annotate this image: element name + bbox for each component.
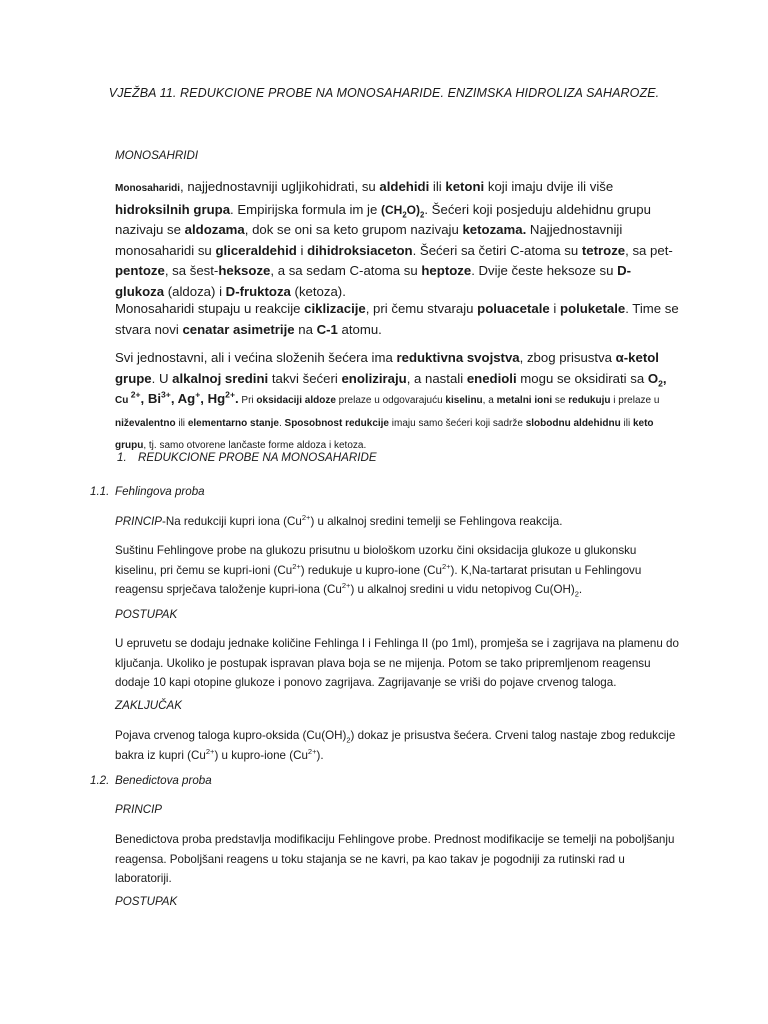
paragraph-reduktivna-svojstva: Svi jednostavni, ali i većina složenih šećera ima reduktivna svojstva, zbog prisustva α-ketol grupe. U alkalnoj sredini takvi šećeri enoliziraju, a nastali enedioli mogu se oksidirati sa $O_2$, Cu $^{2+}$, $Bi^{3+}$, Ag+, $Hg^{2+}$. Pri oksidaciji aldoze prelaze u odgovarajuću kiselinu, a metalni ioni se redukuju i prelaze u niževalentno ili elementarno stanje. Sposobnost redukcije imaju samo šećeri koji sadrže slobodnu aldehidnu ili keto grupu, tj. samo otvorene lančaste forme aldoza i ketoza. (115, 350, 667, 452)
paragraph-monosaharidi-definition: Monosaharidi, najjednostavniji ugljikohidrati, su aldehidi ili ketoni koji imaju dvije ili više hidroksilnih grupa. Empirijska formula im je $(CH_2O)_2$. Šećeri koji posjeduju aldehidnu grupu nazivaju se aldozama, dok se oni sa keto grupom nazivaju ketozama. Najjednostavniji monosaharidi su gliceraldehid i dihidroksiaceton. Šećeri sa četiri C-atoma su tetroze, sa pet-pentoze, sa šest-heksoze, a sa sedam C-atoma su heptoze. Dvije česte heksoze su D-glukoza (aldoza) i D-fruktoza (ketoza). (115, 179, 673, 299)
section-heading-redukcione-probe: 1. REDUKCIONE PROBE NA MONOSAHARIDE (117, 451, 377, 464)
paragraph-ciklizacija: Monosaharidi stupaju u reakcije ciklizacije, pri čemu stvaraju poluacetale i poluketale. Time se stvara novi cenatar asimetrije na C-1 atomu. (115, 301, 679, 337)
heading-postupak-benedict: POSTUPAK (115, 895, 178, 908)
page-title: VJEŽBA 11. REDUKCIONE PROBE NA MONOSAHARIDE. ENZIMSKA HIDROLIZA SAHAROZE. (108, 86, 660, 100)
heading-zakljucak: ZAKLJUČAK (115, 699, 183, 712)
paragraph-fehling-zakljucak: Pojava crvenog taloga kupro-oksida $(Cu(OH)_2)$ dokaz je prisustva šećera. Crveni talog nastaje zbog redukcije bakra iz kupri $(Cu^{2+})$ u kupro-ione $(Cu^{2+})$. (115, 729, 676, 762)
subsection-heading-fehlingova-proba: 1.1. Fehlingova proba (90, 485, 205, 498)
subsection-heading-benedictova-proba: 1.2. Benedictova proba (90, 774, 212, 787)
heading-postupak-fehling: POSTUPAK (115, 608, 178, 621)
paragraph-benedict-princip: Benedictova proba predstavlja modifikaciju Fehlingove probe. Prednost modifikacije se temelji na poboljšanju reagensa. Poboljšani reagens u toku stajanja se ne kavri, pa kao takav je pogodniji za rutinski rad u laboratoriji. (115, 833, 675, 886)
paragraph-fehling-princip: PRINCIP-Na redukciji kupri iona $(Cu^{2+})$ u alkalnoj sredini temelji se Fehlingova reakcija. (115, 513, 563, 528)
paragraph-fehling-postupak: U epruvetu se dodaju jednake količine Fehlinga I i Fehlinga II (po 1ml), promješa se i zagrijava na plamenu do ključanja. Ukoliko je postupak ispravan plava boja se ne mijenja. Potom se tako pripremljenom reagensu dodaje 10 kapi otopine glukoze i ponovo zagrijava. Zagrijavanje se vriši do pojave crvenog taloga. (115, 637, 679, 690)
paragraph-fehling-sustina: Suštinu Fehlingove probe na glukozu prisutnu u biološkom uzorku čini oksidacija glukoze u glukonsku kiselinu, pri čemu se kupri-ioni $(Cu^{2+})$ redukuje u kupro-ione $(Cu^{2+})$. K,Na-tartarat prisutan u Fehlingovu reagensu sprječava taloženje kupri-iona $(Cu^{2+})$ u alkalnoj sredini u vidu netopivog $Cu(OH)_2$. (115, 544, 642, 599)
section-heading-monosahridi: MONOSAHRIDI (115, 149, 199, 162)
heading-princip-benedict: PRINCIP (115, 803, 163, 816)
